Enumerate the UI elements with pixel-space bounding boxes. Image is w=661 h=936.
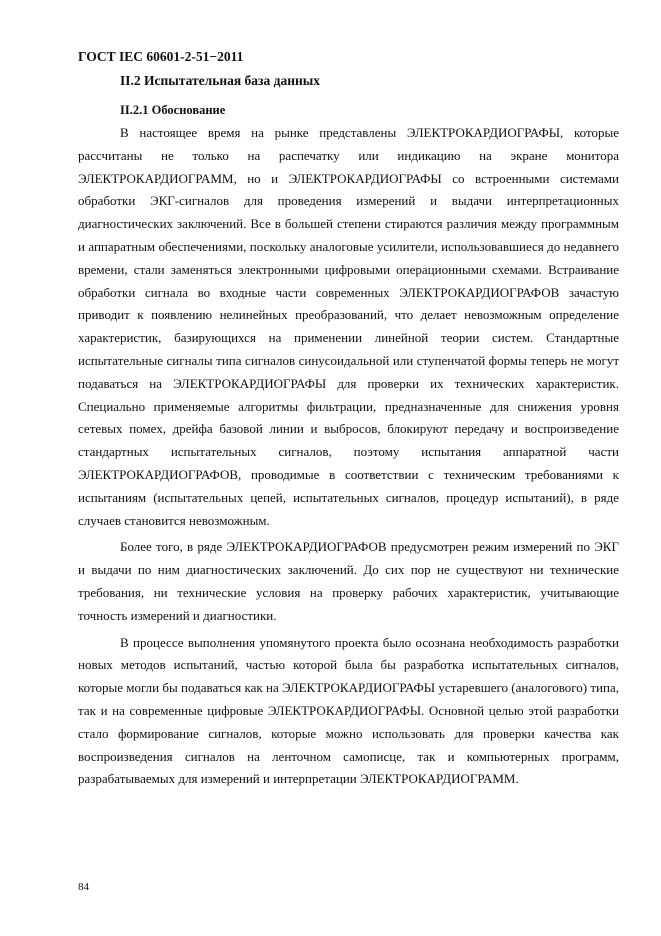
section-title: II.2 Испытательная база данных — [120, 73, 321, 88]
subsection-title: II.2.1 Обоснование — [120, 103, 226, 117]
paragraph-rationale-1: В настоящее время на рынке представлены ЭЛЕКТРОКАРДИОГРАФЫ, которые рассчитаны не только на распечатку или индикацию на экране монитора ЭЛЕКТРОКАРДИОГРАММ, но и ЭЛЕКТРОКАРДИОГРАФЫ со встроенными системами обработки ЭКГ-сигналов для проведения измерений и выдачи интерпретационных диагностических заключений. Все в большей степени стираются различия между программным и аппаратным обеспечениями, поскольку аналоговые усилители, использовавшиеся до недавнего времени, стали заменяться электронными цифровыми операционными схемами. Встраивание обработки сигнала во входные части современных ЭЛЕКТРОКАРДИОГРАФОВ зачастую приводит к появлению нелинейных преобразований, что делает невозможным определение характеристик, базирующихся на применении линейной теории систем. Стандартные испытательные сигналы типа сигналов синусоидальной или ступенчатой формы теперь не могут подаваться на ЭЛЕКТРОКАРДИОГРАФЫ для проверки их технических характеристик. Специально применяемые алгоритмы фильтрации, предназначенные для снижения уровня сетевых помех, дрейфа базовой линии и выбросов, блокируют передачу и воспроизведение стандартных испытательных сигналов, поэтому испытания аппаратной части ЭЛЕКТРОКАРДИОГРАФОВ, проводимые в соответствии с техническим требованиями к испытаниям (испытательных цепей, испытательных сигналов, процедур испытаний), в ряде случаев становится невозможным. — [78, 125, 619, 528]
page-number: 84 — [78, 881, 89, 893]
paragraph-rationale-2: Более того, в ряде ЭЛЕКТРОКАРДИОГРАФОВ предусмотрен режим измерений по ЭКГ и выдачи по ним диагностических заключений. До сих пор не существуют ни технические требования, ни технические условия на проверку рабочих характеристик, учитывающие точность измерений и диагностики. — [78, 539, 619, 623]
standard-code-header: ГОСТ IEC 60601-2-51−2011 — [78, 49, 244, 64]
paragraph-rationale-3: В процессе выполнения упомянутого проекта было осознана необходимость разработки новых методов испытаний, частью которой была бы разработка испытательных сигналов, которые могли бы подаваться как на ЭЛЕКТРОКАРДИОГРАФЫ устаревшего (аналогового) типа, так и на современные цифровые ЭЛЕКТРОКАРДИОГРАФЫ. Основной целью этой разработки стало формирование сигналов, которые можно использовать для проверки качества как воспроизведения сигналов на ленточном самописце, так и компьютерных программ, разрабатываемых для измерений и интерпретации ЭЛЕКТРОКАРДИОГРАММ. — [78, 634, 619, 787]
